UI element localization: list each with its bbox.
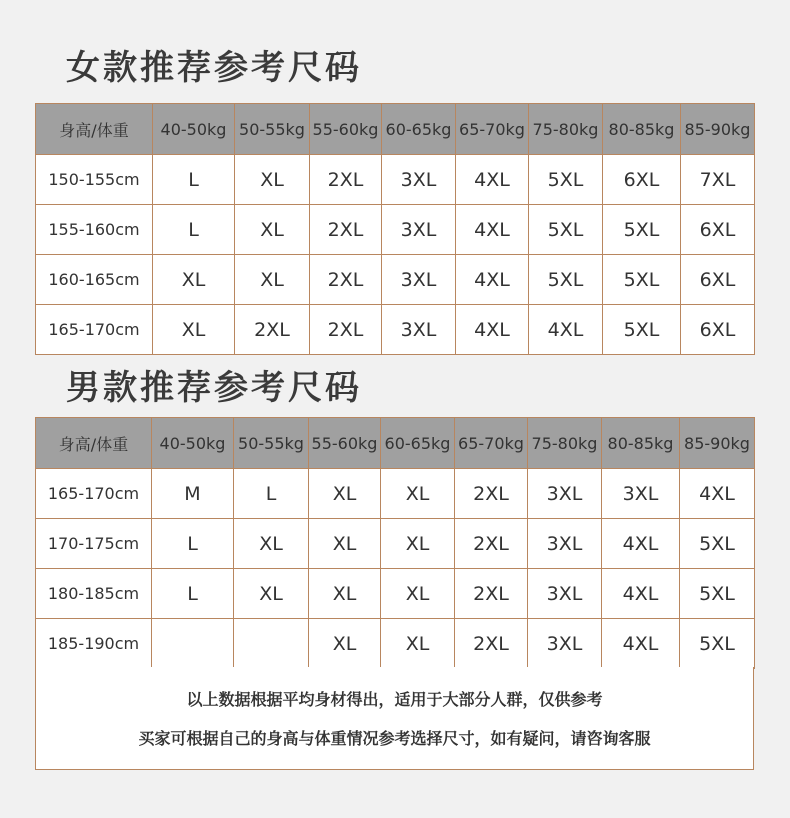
table-row bbox=[36, 569, 755, 619]
height-range-cell: 150-155cm bbox=[36, 155, 153, 205]
size-cell: 5XL bbox=[603, 205, 681, 255]
size-cell: 2XL bbox=[455, 569, 528, 619]
note-line-1: 以上数据根据平均身材得出，适用于大部分人群，仅供参考 bbox=[186, 690, 603, 709]
size-cell: 2XL bbox=[310, 305, 382, 355]
note-line-2: 买家可根据自己的身高与体重情况参考选择尺寸，如有疑问，请咨询客服 bbox=[138, 729, 651, 748]
header-weight-range: 40-50kg bbox=[152, 418, 234, 469]
size-cell: XL bbox=[153, 305, 235, 355]
women-size-table bbox=[35, 103, 755, 355]
size-cell: 5XL bbox=[603, 305, 681, 355]
size-notes bbox=[35, 667, 754, 770]
size-cell: 3XL bbox=[602, 469, 680, 519]
size-cell: L bbox=[234, 469, 309, 519]
size-cell: 5XL bbox=[680, 519, 755, 569]
header-weight-range: 60-65kg bbox=[381, 418, 455, 469]
size-cell: 4XL bbox=[602, 519, 680, 569]
header-weight-range: 75-80kg bbox=[528, 418, 602, 469]
table-row bbox=[36, 619, 755, 669]
size-cell: 6XL bbox=[681, 255, 755, 305]
size-cell: XL bbox=[234, 519, 309, 569]
height-range-cell: 165-170cm bbox=[36, 305, 153, 355]
size-cell: M bbox=[152, 469, 234, 519]
height-range-cell: 170-175cm bbox=[36, 519, 152, 569]
header-weight-range: 85-90kg bbox=[680, 418, 755, 469]
size-cell: 3XL bbox=[382, 255, 456, 305]
header-weight-range: 55-60kg bbox=[310, 104, 382, 155]
size-cell: 6XL bbox=[681, 205, 755, 255]
size-cell: 2XL bbox=[455, 519, 528, 569]
size-cell: 3XL bbox=[382, 155, 456, 205]
table-row bbox=[36, 305, 755, 355]
size-cell: L bbox=[152, 569, 234, 619]
size-cell: XL bbox=[381, 619, 455, 669]
size-cell: 3XL bbox=[528, 519, 602, 569]
height-range-cell: 165-170cm bbox=[36, 469, 152, 519]
size-cell: XL bbox=[235, 205, 310, 255]
size-cell: L bbox=[153, 155, 235, 205]
header-weight-range: 75-80kg bbox=[529, 104, 603, 155]
women-header-row bbox=[36, 104, 755, 155]
size-cell: XL bbox=[309, 469, 381, 519]
header-height-weight: 身高/体重 bbox=[36, 418, 152, 469]
table-row bbox=[36, 155, 755, 205]
size-cell: XL bbox=[381, 469, 455, 519]
women-size-title: 女款推荐参考尺码 bbox=[66, 48, 362, 88]
size-cell: L bbox=[153, 205, 235, 255]
size-cell: 6XL bbox=[681, 305, 755, 355]
table-row bbox=[36, 519, 755, 569]
size-cell bbox=[152, 619, 234, 669]
size-cell: 4XL bbox=[680, 469, 755, 519]
size-cell: 3XL bbox=[528, 469, 602, 519]
size-cell: 4XL bbox=[456, 255, 529, 305]
size-cell: 5XL bbox=[529, 155, 603, 205]
size-cell: L bbox=[152, 519, 234, 569]
header-height-weight: 身高/体重 bbox=[36, 104, 153, 155]
table-row bbox=[36, 469, 755, 519]
size-cell: 5XL bbox=[603, 255, 681, 305]
size-cell: 2XL bbox=[455, 469, 528, 519]
size-cell: 5XL bbox=[529, 255, 603, 305]
size-cell: XL bbox=[309, 619, 381, 669]
men-header-row bbox=[36, 418, 755, 469]
size-cell: 5XL bbox=[680, 619, 755, 669]
height-range-cell: 180-185cm bbox=[36, 569, 152, 619]
header-weight-range: 80-85kg bbox=[603, 104, 681, 155]
header-weight-range: 40-50kg bbox=[153, 104, 235, 155]
size-cell: 2XL bbox=[310, 155, 382, 205]
size-cell: XL bbox=[235, 155, 310, 205]
size-cell: 4XL bbox=[529, 305, 603, 355]
size-cell: 4XL bbox=[602, 619, 680, 669]
men-size-title: 男款推荐参考尺码 bbox=[66, 368, 362, 408]
size-cell: 2XL bbox=[235, 305, 310, 355]
header-weight-range: 50-55kg bbox=[234, 418, 309, 469]
size-cell: 3XL bbox=[382, 305, 456, 355]
size-cell: XL bbox=[235, 255, 310, 305]
size-cell: 3XL bbox=[528, 619, 602, 669]
size-cell: 4XL bbox=[456, 205, 529, 255]
header-weight-range: 60-65kg bbox=[382, 104, 456, 155]
height-range-cell: 155-160cm bbox=[36, 205, 153, 255]
header-weight-range: 65-70kg bbox=[455, 418, 528, 469]
size-cell: 3XL bbox=[382, 205, 456, 255]
size-cell: XL bbox=[309, 569, 381, 619]
header-weight-range: 50-55kg bbox=[235, 104, 310, 155]
size-cell: 7XL bbox=[681, 155, 755, 205]
size-cell: 4XL bbox=[456, 155, 529, 205]
table-row bbox=[36, 205, 755, 255]
size-cell: XL bbox=[234, 569, 309, 619]
men-size-table bbox=[35, 417, 755, 669]
header-weight-range: 65-70kg bbox=[456, 104, 529, 155]
size-cell: 4XL bbox=[602, 569, 680, 619]
size-cell: 5XL bbox=[680, 569, 755, 619]
header-weight-range: 85-90kg bbox=[681, 104, 755, 155]
height-range-cell: 160-165cm bbox=[36, 255, 153, 305]
size-cell: 6XL bbox=[603, 155, 681, 205]
size-cell: 3XL bbox=[528, 569, 602, 619]
height-range-cell: 185-190cm bbox=[36, 619, 152, 669]
size-cell: 5XL bbox=[529, 205, 603, 255]
size-cell: 2XL bbox=[455, 619, 528, 669]
size-cell: XL bbox=[381, 519, 455, 569]
size-cell: 2XL bbox=[310, 205, 382, 255]
header-weight-range: 80-85kg bbox=[602, 418, 680, 469]
size-cell: XL bbox=[309, 519, 381, 569]
size-cell: 4XL bbox=[456, 305, 529, 355]
size-cell bbox=[234, 619, 309, 669]
size-cell: 2XL bbox=[310, 255, 382, 305]
size-cell: XL bbox=[153, 255, 235, 305]
table-row bbox=[36, 255, 755, 305]
header-weight-range: 55-60kg bbox=[309, 418, 381, 469]
size-cell: XL bbox=[381, 569, 455, 619]
